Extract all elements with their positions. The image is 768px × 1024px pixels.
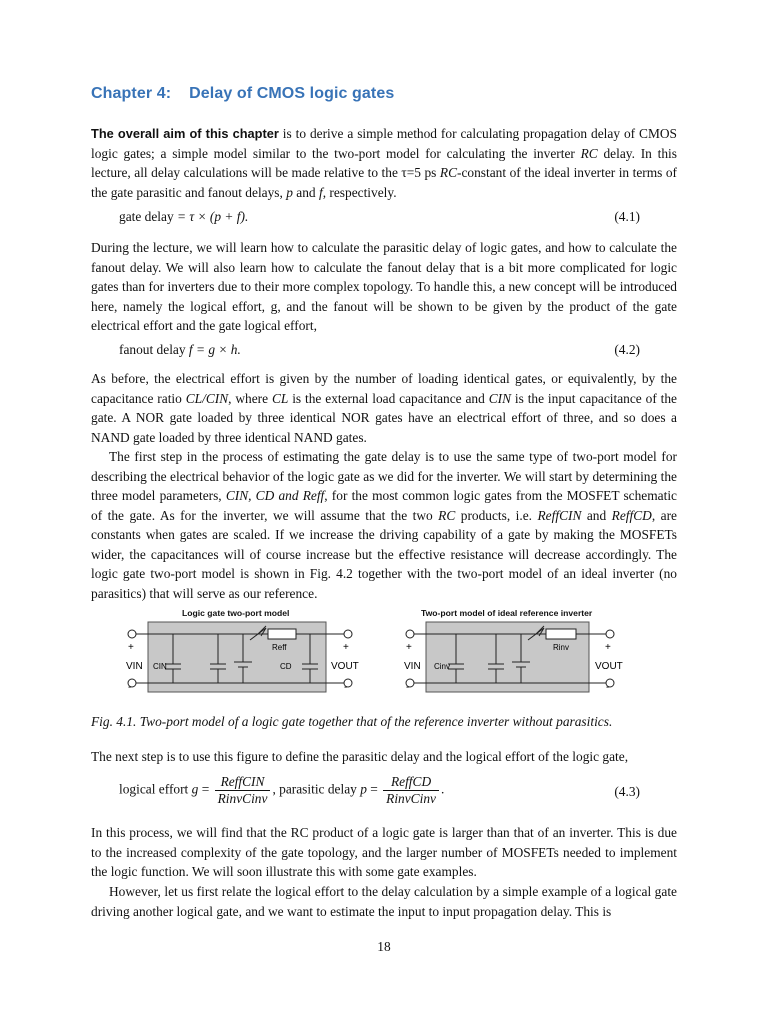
vin-plus-label: + [406,642,412,653]
reference-inverter-two-port-diagram [396,620,624,696]
equation-4-3: logical effort g = $\frac{\text{ReffCIN}}{\text{RinvCinv}}$ , parasitic delay p = $\frac{\text{ReffCD}}{\text{RinvCinv}}$ . (4.3) [119,774,640,806]
intro-text: and [292,184,319,200]
vin-minus-label: - [406,682,410,693]
left-figure-title: Logic gate two-port model [182,608,290,618]
vout-minus-label: - [344,682,348,693]
rinv-resistor [546,629,576,639]
reff-resistor [268,629,296,639]
paragraph-logical-effort: During the lecture, we will learn how to calculate the parasitic delay of logic gates, and how to calculate the fanout delay. We will also learn how to calculate the fanout delay that is a bit more complicated for logic gates than for inverters due to their more complex topology. To handle this, a new concept will be introduced here, namely the logical effort, g, and the fanout will be shown to be given by the product of the gate electrical effort and the gate logical effort, [91,240,677,333]
rc-product: ReffCIN [537,507,582,523]
para-text: is the input capacitance of the gate. A NOR gate loaded by three identical NOR gates have an electrical effort of three, and so does a NAND gate loaded by three identical NAND gates. [91,390,678,445]
cinv-label: Cinv [434,662,451,671]
intro-text: is to derive a simple method for calculating propagation delay of CMOS logic gates; a simple model similar to the two-port model for calculating the inverter [91,126,677,161]
fraction-numerator: ReffCD [383,774,439,791]
cl-symbol: CL [271,390,289,406]
paragraph-example: However, let us first relate the logical effort to the delay calculation by a simple example of a logical gate driving another logical gate, and we want to estimate the input to input propagation delay. This is [91,884,677,919]
chapter-number: Chapter 4: [91,85,172,102]
para-text: The first step in the process of estimating the gate delay is to use the same type of two-port model for describing the electrical behavior of the logic gate as we did for the inverter. We will start by determining the three model parameters, [91,449,677,503]
rc-term: RC [439,165,458,180]
reff-label: Reff [272,643,287,652]
rc-term: RC [438,507,456,523]
equation-label: gate delay [119,209,174,224]
rc-product: ReffCD [611,507,652,523]
vin-plus-label: + [128,642,134,653]
vin-minus-label: - [128,682,132,693]
intro-bold-lead: The overall aim of this chapter [91,126,279,141]
vout-label: VOUT [595,661,623,672]
p-symbol: p [286,184,293,200]
vout-minus-label: - [606,682,610,693]
vout-label: VOUT [331,661,359,672]
rinv-label: Rinv [553,643,570,652]
para-text: , where [228,390,272,406]
para-text: As before, the electrical effort is given by the number of loading identical gates, or equivalently, by the capacitance ratio [91,371,677,406]
para-text: is the external load capacitance and [288,390,489,406]
right-figure-title: Two-port model of ideal reference inverter [421,608,593,618]
logical-effort-fraction [215,774,271,807]
vin-label: VIN [404,661,421,672]
intro-paragraph [91,124,677,202]
chapter-title [91,85,394,103]
fraction-denominator: RinvCinv [386,791,436,806]
paragraph-two-port [91,447,677,603]
model-box [148,622,326,692]
chapter-heading: Delay of CMOS logic gates [189,85,395,102]
para-text: , for the most common logic gates from the MOSFET schematic of the gate. As for the inverter, we will assume that the two [91,488,677,523]
capacitance-ratio: CL/CIN [185,390,229,406]
equation-number: (4.2) [614,342,640,357]
vin-label: VIN [126,661,143,672]
intro-text: , respectively. [322,184,397,200]
output-terminal-top [606,630,614,638]
cin-label: CIN [153,662,167,671]
figure-caption: Fig. 4.1. Two-port model of a logic gate together that of the reference inverter without parasitics. [91,714,613,729]
paragraph-rc-product: In this process, we will find that the RC product of a logic gate is larger than that of an inverter. This is due to the increased complexity of the gate topology, and the larger number of MOSFETs needed to implement the logic function. We will soon illustrate this with some gate examples. [91,825,677,879]
cd-label: CD [280,662,292,671]
equation-number: (4.1) [614,209,640,224]
equation-4-1 [91,209,677,229]
para-text: products, i.e. [455,507,538,523]
parasitic-delay-fraction [383,774,439,807]
equation-rhs: f = g × h. [188,342,241,357]
para-text: , are constants when gates are scaled. If we increase the driving capability of a gate by making the MOSFETs wider, the capacitances will of course increase but the effective resistance will decrease accordingly. The logic gate two-port model is shown in Fig. 4.2 together with the two-port model of an ideal inverter (no parasitics) that will serve as our reference. [91,507,677,601]
equation-label: fanout delay [119,342,189,357]
vout-plus-label: + [605,642,611,653]
para-text: and [581,507,612,523]
parasitic-delay-label: , parasitic delay [272,781,361,797]
vout-plus-label: + [343,642,349,653]
equation-4-2 [91,342,677,362]
p-symbol: p [360,781,367,797]
intro-text: -constant of the ideal inverter in terms of the gate parasitic and fanout delays, [91,165,678,200]
g-symbol: g [191,781,199,797]
intro-text: delay. In this lecture, all delay calculations will be made relative to the τ=5 ps [91,145,677,180]
paragraph-define-delay: The next step is to use this figure to define the parasitic delay and the logical effort of the logic gate, [91,749,629,764]
input-terminal-top [128,630,136,638]
f-symbol: f [318,184,323,200]
fraction-numerator: ReffCIN [215,774,271,791]
equation-rhs: = τ × (p + f). [173,209,249,224]
paragraph-electrical-effort [91,369,677,447]
logical-effort-label: logical effort [119,781,192,797]
fraction-denominator: RinvCinv [217,791,268,806]
output-terminal-top [344,630,352,638]
model-params: CIN, CD and Reff [225,488,325,503]
equation-number: (4.3) [614,784,640,799]
logic-gate-two-port-diagram [118,620,363,696]
rc-term: RC [580,145,598,161]
cin-symbol: CIN [488,390,512,406]
input-terminal-top [406,630,414,638]
page-number: 18 [377,939,391,954]
